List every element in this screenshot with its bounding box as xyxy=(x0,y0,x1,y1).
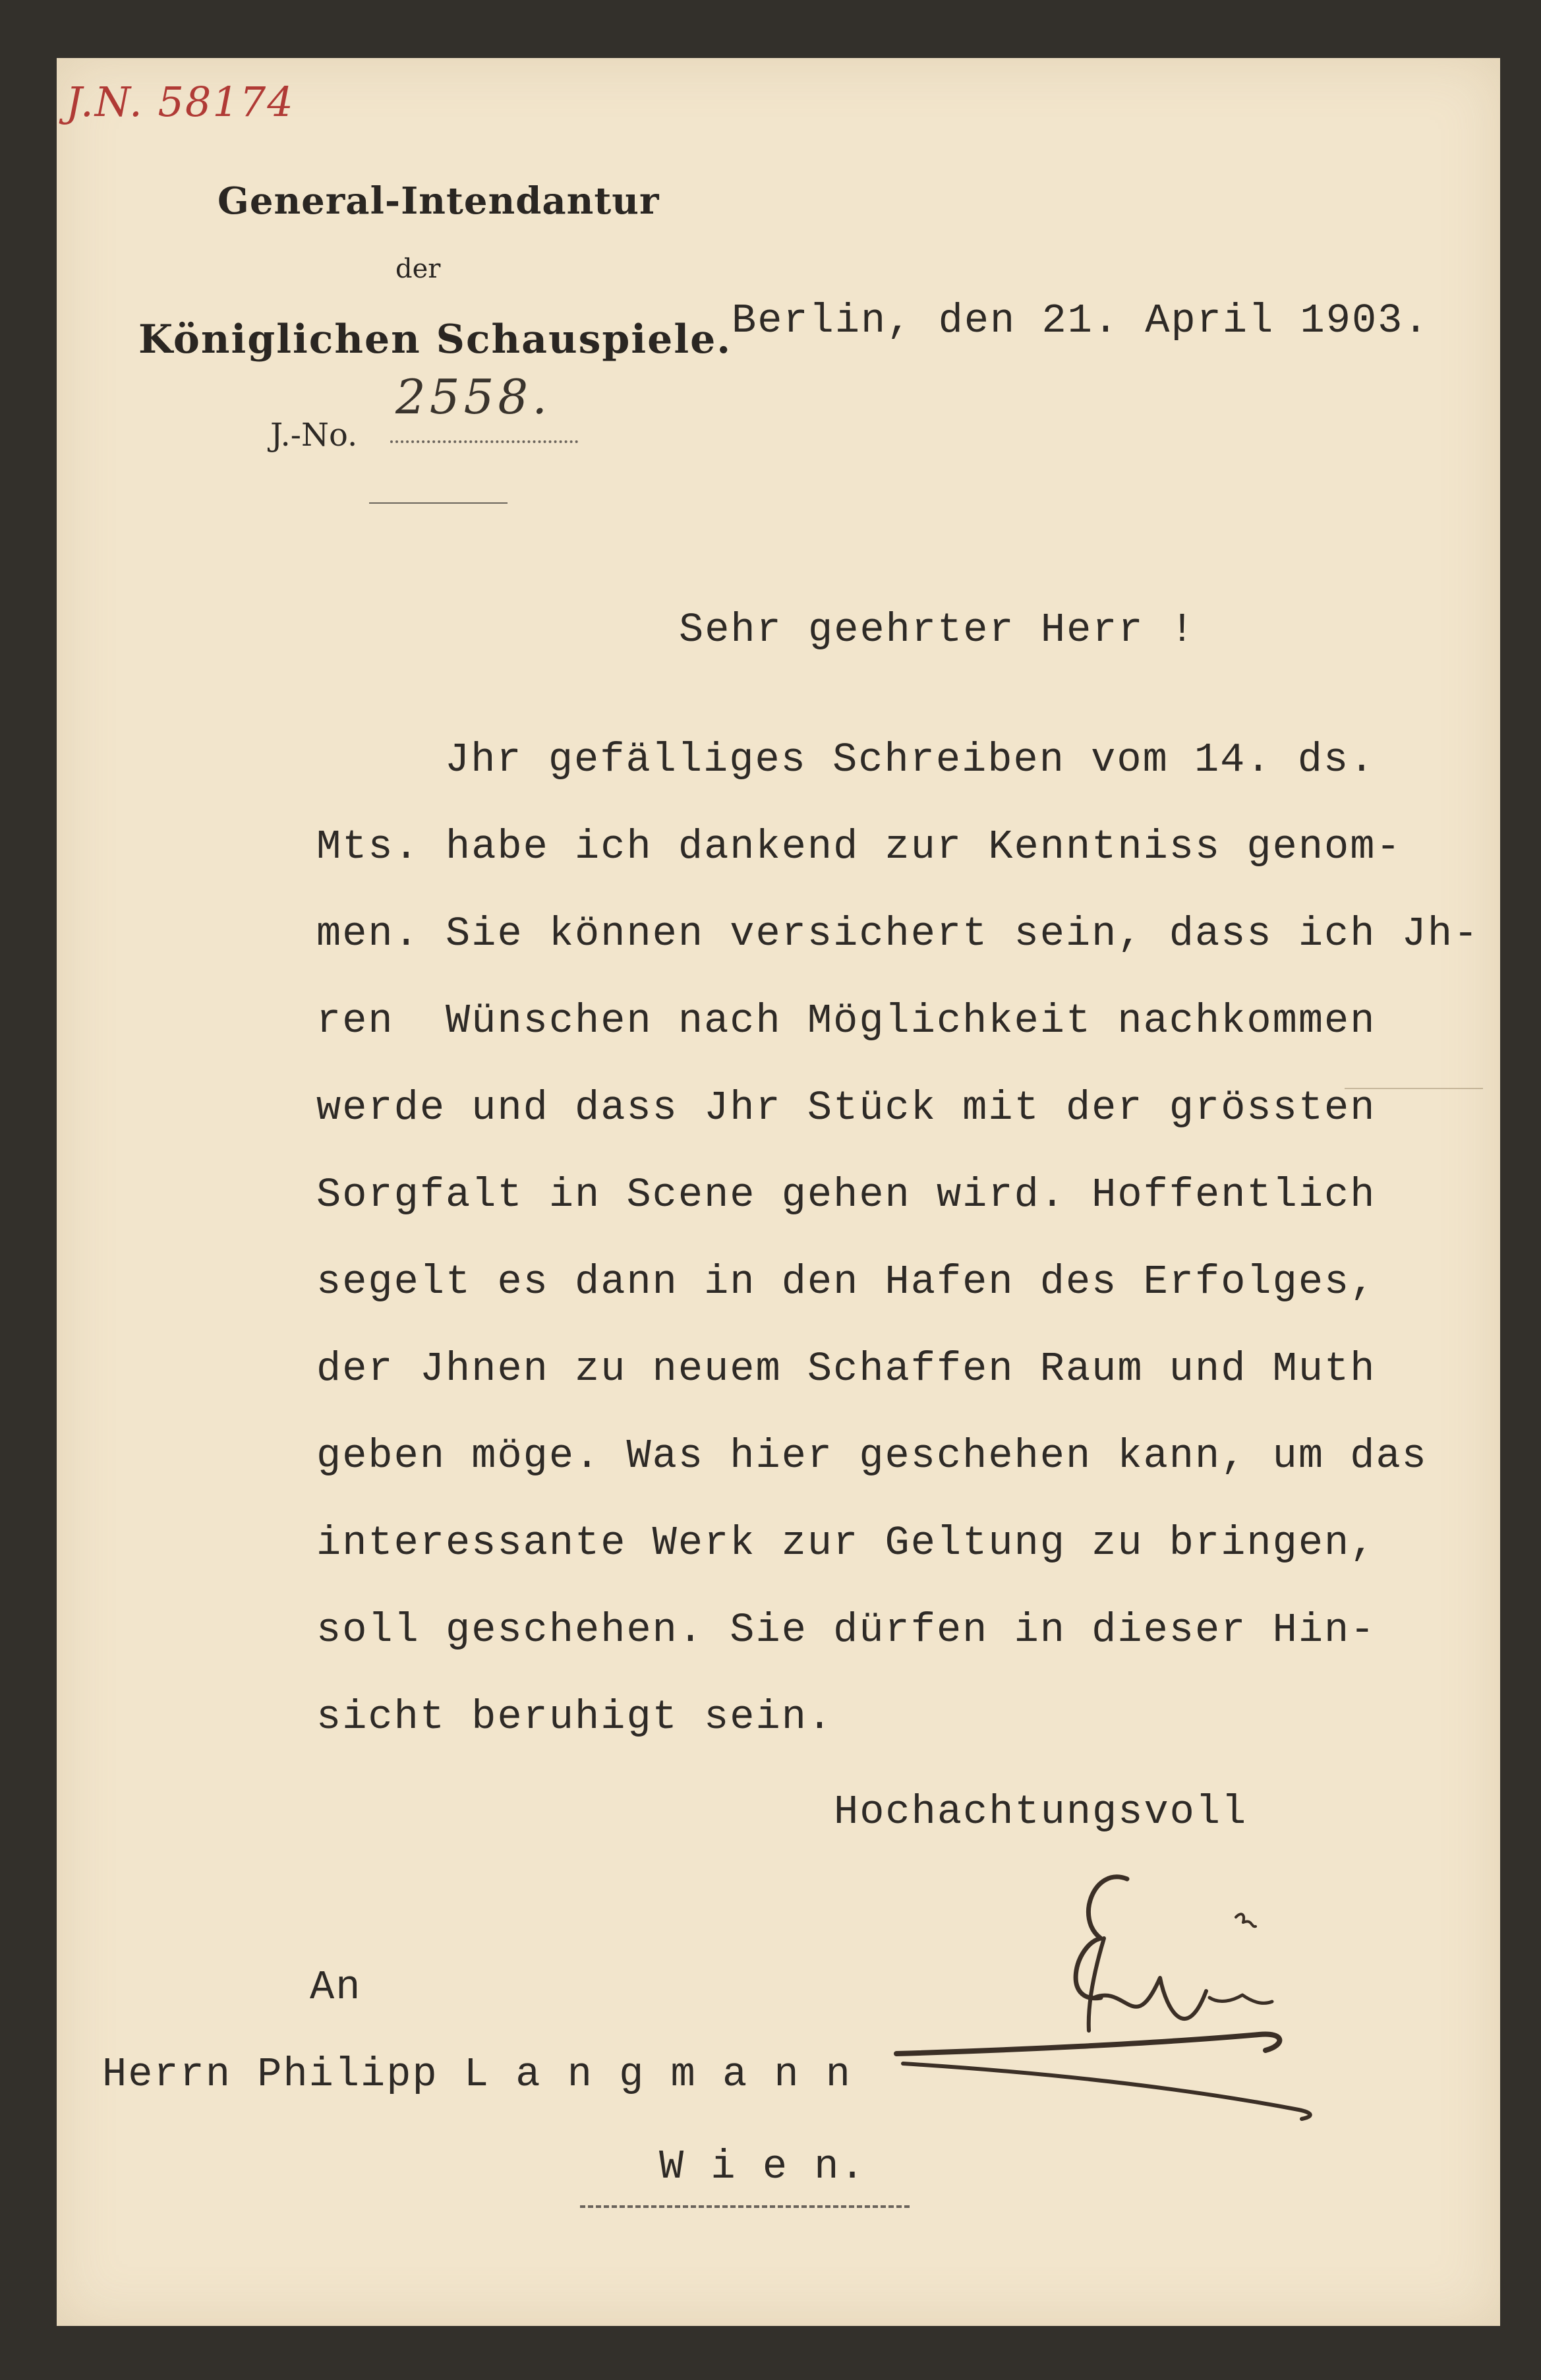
closing: Hochachtungsvoll xyxy=(834,1789,1248,1835)
letterhead-line-3: Königlichen Schauspiele. xyxy=(138,316,732,363)
letterhead-line-1: General-Intendantur xyxy=(218,179,660,223)
letterhead-line-2: der xyxy=(395,254,441,284)
body-line: Mts. habe ich dankend zur Kenntniss genom- xyxy=(316,823,1402,870)
letter-date: Berlin, den 21. April 1903. xyxy=(732,297,1430,344)
journal-number-value: 2558. xyxy=(395,369,552,425)
body-line: soll geschehen. Sie dürfen in dieser Hin- xyxy=(316,1607,1376,1653)
body-line: werde und dass Jhr Stück mit der grössten xyxy=(316,1085,1376,1131)
archive-number: J.N. 58174 xyxy=(66,78,295,126)
body-line: sicht beruhigt sein. xyxy=(316,1694,834,1740)
journal-number-label: J.-No. xyxy=(270,417,358,454)
body-line: der Jhnen zu neuem Schaffen Raum und Muth xyxy=(316,1346,1376,1392)
body-line: geben möge. Was hier geschehen kann, um das xyxy=(316,1433,1428,1479)
body-line: Jhr gefälliges Schreiben vom 14. ds. xyxy=(445,736,1376,783)
journal-number-dotted-line xyxy=(390,440,578,443)
recipient-prefix: An xyxy=(310,1964,362,2011)
salutation: Sehr geehrter Herr ! xyxy=(679,607,1196,653)
body-line: ren Wünschen nach Möglichkeit nachkommen xyxy=(316,997,1376,1044)
handwritten-signature xyxy=(877,1839,1338,2169)
letterhead-rule xyxy=(369,502,508,504)
recipient-name: Herrn Philipp L a n g m a n n xyxy=(102,2051,852,2098)
body-line: Sorgfalt in Scene gehen wird. Hoffentlich xyxy=(316,1172,1376,1218)
body-line: men. Sie können versichert sein, dass ich Jh- xyxy=(316,910,1480,957)
body-line: segelt es dann in den Hafen des Erfolges, xyxy=(316,1259,1376,1305)
recipient-underline xyxy=(580,2205,910,2208)
body-line: interessante Werk zur Geltung zu bringen, xyxy=(316,1520,1376,1566)
recipient-city: W i e n. xyxy=(659,2143,866,2190)
